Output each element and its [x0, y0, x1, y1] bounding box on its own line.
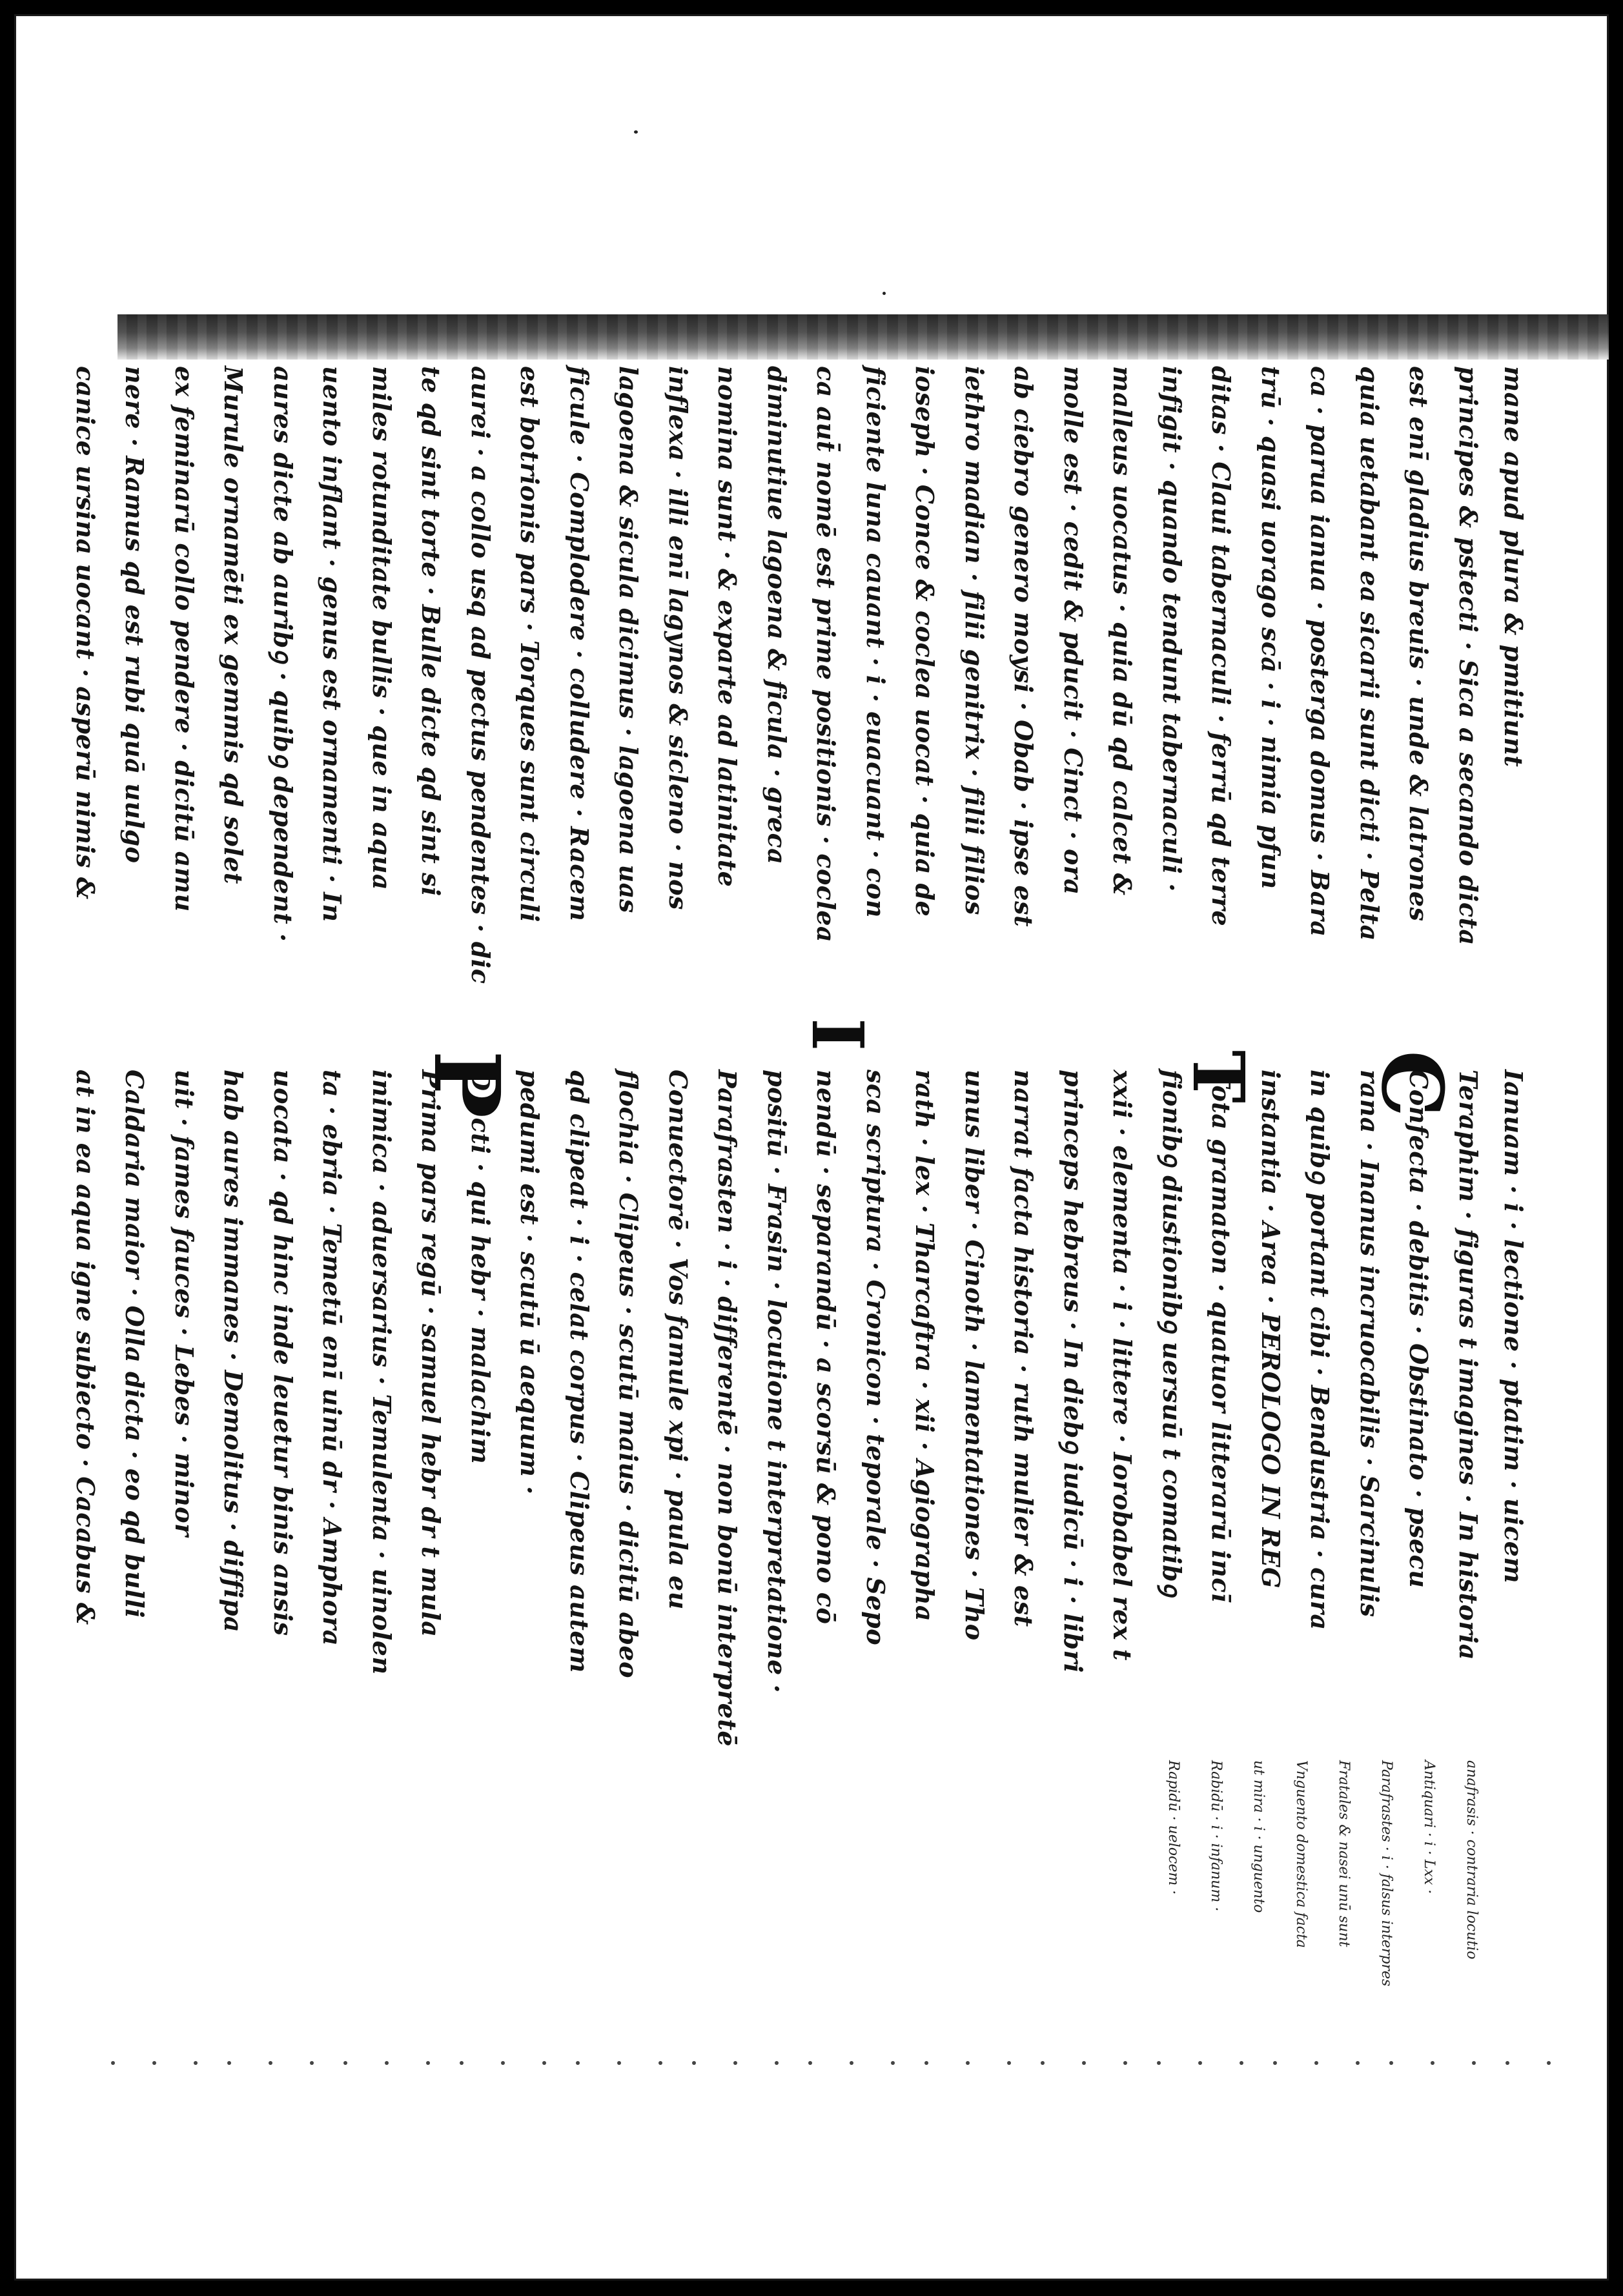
scan-dot	[1082, 2061, 1086, 2065]
ms-line: uocata · qd hinc inde leuetur binis ansis	[269, 1070, 298, 1636]
scan-dot	[426, 2061, 430, 2065]
ms-line: Teraphim · figuras t imagines · In historia	[1454, 1070, 1483, 1661]
scan-dot	[891, 2061, 895, 2065]
scan-dot	[1472, 2061, 1476, 2065]
stray-mark	[634, 130, 638, 134]
scan-dot	[269, 2061, 272, 2065]
ms-line: est enī gladius breuis · unde & latrones	[1404, 366, 1434, 922]
ms-line: ab ciebro genero moysi · Obab · ipse est	[1009, 366, 1039, 928]
ms-line: nomina sunt · & exparte ad latinitate	[713, 366, 742, 888]
scan-dotted-edge	[111, 2057, 1583, 2070]
ms-fragment-top-right	[1493, 1070, 1538, 1651]
scan-dot	[1240, 2061, 1243, 2065]
scan-dot	[1547, 2061, 1551, 2065]
ms-line: ca · parua ianua · posterga domus · Bara	[1305, 366, 1335, 937]
ms-line: xxii · elementa · i · littere · Iorobabel rex t	[1108, 1070, 1138, 1661]
gloss-line: Parafrastes · i · falsus interpres	[1378, 1760, 1394, 1987]
scan-dot	[924, 2061, 928, 2065]
ms-line: inimica · aduersarius · Temulenta · uinolen	[367, 1070, 396, 1675]
scan-dot	[1389, 2061, 1393, 2065]
ms-column-left	[71, 366, 1493, 1024]
scanned-page	[14, 14, 1609, 2281]
gloss-line: ut mira · i · unguento	[1250, 1760, 1267, 1913]
ms-line: fionibꝯ diustionibꝯ uersuū t comatibꝯ	[1158, 1070, 1187, 1597]
ms-line: pedumi est · scutū ū aequum ·	[515, 1070, 545, 1495]
gloss-line: Antiquari · i · Lxx ·	[1421, 1760, 1437, 1895]
ms-line: qd clipeat · i · celat corpus · Clipeus autem	[565, 1070, 594, 1673]
manuscript-page	[71, 366, 1528, 2083]
scan-dot	[227, 2061, 231, 2065]
ms-fragment-top	[1493, 366, 1538, 947]
book-binding-shadow	[117, 314, 1609, 360]
ms-gloss-column	[1131, 1760, 1493, 2083]
scan-dot	[1314, 2061, 1318, 2065]
gloss-line: Vnguento domestica facta	[1293, 1760, 1309, 1948]
scan-dot	[850, 2061, 853, 2065]
ms-line: mane apud plura & pmitiunt	[1499, 366, 1528, 767]
scan-dot	[542, 2061, 546, 2065]
scan-dot	[1356, 2061, 1360, 2065]
ms-line: Ianuam · i · lectione · ptatim · uicem	[1499, 1070, 1528, 1584]
scan-dot	[576, 2061, 580, 2065]
ms-line: nere · Ramus qd est rubi quā uulgo	[120, 366, 150, 864]
ms-line: rath · lex · Tharcaftra · xii · Agiographa	[910, 1070, 940, 1622]
ms-line: instantia · Area · PEROLOGO IN REG	[1256, 1070, 1285, 1589]
ms-line: positū · Frasin · locutione t interpretatione ·	[762, 1070, 791, 1694]
ms-line: diminutiue lagoena & ficula · greca	[762, 366, 791, 865]
ms-line: quia uetabant ea sicarii sunt dicti · Pelta	[1355, 366, 1384, 941]
gloss-line: anafrasis · contraria locutio	[1464, 1760, 1480, 1960]
gloss-line: Fratales & nasei unū sunt	[1336, 1760, 1352, 1947]
scan-dot	[658, 2061, 662, 2065]
scan-dot	[310, 2061, 314, 2065]
scan-dot	[501, 2061, 505, 2065]
ms-line: uento inflant · genus est ornamenti · In	[318, 366, 347, 922]
scan-dot	[692, 2061, 696, 2065]
scan-dot	[617, 2061, 621, 2065]
ms-line: ca aut̄ nomē est prime positionis · coclea	[812, 366, 841, 943]
ms-line: D · cti · qui hebr · malachim	[466, 1070, 495, 1465]
ms-line: miles rotunditate bullis · que in aqua	[367, 366, 396, 891]
ms-line: flochia · Clipeus · scutū maius · dicitū abeo	[614, 1070, 644, 1678]
gloss-line: Rabidū · i · infanum ·	[1208, 1760, 1224, 1912]
ms-line: te qd sint torte · Bulle dicte qd sint si	[416, 366, 446, 897]
scan-dot	[1273, 2061, 1277, 2065]
ms-line: Conuectorē · Vos famule xpi · paula eu	[664, 1070, 693, 1610]
stray-mark	[883, 292, 886, 295]
ms-line: at in ea aqua igne subiecto · Cacabus &	[71, 1070, 100, 1625]
ms-line: malleus uocatus · quia dū qd calcet &	[1108, 366, 1138, 896]
scan-dot	[194, 2061, 198, 2065]
scan-dot	[460, 2061, 464, 2065]
ms-line: aures dicte ab auribꝯ · quibꝯ dependent ·	[269, 366, 298, 942]
ms-line: princeps hebreus · In diebꝯ iudicū · i · libri	[1059, 1070, 1088, 1673]
scan-dot	[1431, 2061, 1434, 2065]
ms-line: trū · quasi uorago scā · i · nimia pfun	[1256, 366, 1285, 889]
ms-line: Caldaria maior · Olla dicta · eo qd bulli	[120, 1070, 150, 1619]
ms-line: aurei · a collo usq ad pectus pendentes · dic	[466, 366, 495, 984]
ms-line: Confecta · debitis · Obstinato · psecu	[1404, 1070, 1434, 1589]
ms-line: uit · fames fauces · Lebes · minor	[170, 1070, 199, 1537]
ms-line: ta · ebria · Temetū enī uinū dr · Amphora	[318, 1070, 347, 1646]
ms-line: rana · Inanus incruocabilis · Sarcinulis	[1355, 1070, 1384, 1618]
scan-dot	[1041, 2061, 1045, 2065]
ms-line: infigit · quando tendunt tabernaculi ·	[1158, 366, 1187, 892]
scan-dot	[1506, 2061, 1509, 2065]
ms-line: sca scriptura · Cronicon · teporale · Sepo	[861, 1070, 890, 1646]
ms-line: narrat facta historia · ruth mulier & est	[1009, 1070, 1039, 1627]
ms-line: iethro madian · filii genitrix · filii filios	[960, 366, 989, 915]
ms-line: inflexa · illi enī lagynos & sicleno · nos	[664, 366, 693, 910]
ms-line: ioseph · Conce & coclea uocat · quia de	[910, 366, 940, 917]
ms-line: ficule · Complodere · colludere · Racem	[565, 366, 594, 922]
initial-letter-t: T	[1177, 1050, 1260, 1103]
ms-line: Parafrasten · i · differentē · non bonū interpretē	[713, 1070, 742, 1747]
ms-line: Murule ornamēti ex gemmis qd solet	[219, 366, 249, 884]
ms-line: in quibꝯ portant cibi · Bendustria · cura	[1305, 1070, 1335, 1631]
ms-line: principes & pstecti · Sica a secando dicta	[1454, 366, 1483, 946]
scan-dot	[1007, 2061, 1011, 2065]
scan-dot	[733, 2061, 737, 2065]
ms-line: ditas · Claui tabernaculi · ferrū qd terre	[1207, 366, 1236, 927]
ms-line: Tota gramaton · quatuor litterarū incī	[1207, 1070, 1236, 1603]
initial-letter-i: I	[796, 1018, 879, 1051]
scan-dot	[808, 2061, 812, 2065]
scan-dot	[1123, 2061, 1127, 2065]
ms-line: Prima pars regū · samuel hebr dr t mula	[416, 1070, 446, 1638]
ms-line: est botrionis pars · Torques sunt circuli	[515, 366, 545, 923]
initial-letter-c: C	[1363, 1050, 1462, 1117]
ms-line: ficiente luna cauant · i · euacuant · con	[861, 366, 890, 918]
ms-line: ex feminarū collo pendere · dicitū amu	[170, 366, 199, 912]
ms-line: hab aures immanes · Demolitus · diffipa	[219, 1070, 249, 1633]
scan-dot	[343, 2061, 347, 2065]
ms-line: unus liber · Cinoth · lamentationes · Tho	[960, 1070, 989, 1641]
ms-line: lagoena & sicula dicimus · lagoena uas	[614, 366, 644, 913]
scan-dot	[111, 2061, 115, 2065]
ms-line: molle est · cedit & pducit · Cinct · ora	[1059, 366, 1088, 895]
scan-dot	[775, 2061, 779, 2065]
ms-column-right	[71, 1070, 1493, 1747]
scan-dot	[152, 2061, 156, 2065]
gloss-line: Rapidū · uelocem ·	[1165, 1760, 1181, 1895]
scan-dot	[966, 2061, 970, 2065]
scan-dot	[1198, 2061, 1202, 2065]
scan-dot	[385, 2061, 389, 2065]
ms-line: nendū · separandū · a scorsū & pono cō	[812, 1070, 841, 1625]
ms-line: canice ursina uocant · asperū nimis &	[71, 366, 100, 900]
initial-letter-p: P	[413, 1050, 519, 1119]
scan-dot	[1157, 2061, 1161, 2065]
